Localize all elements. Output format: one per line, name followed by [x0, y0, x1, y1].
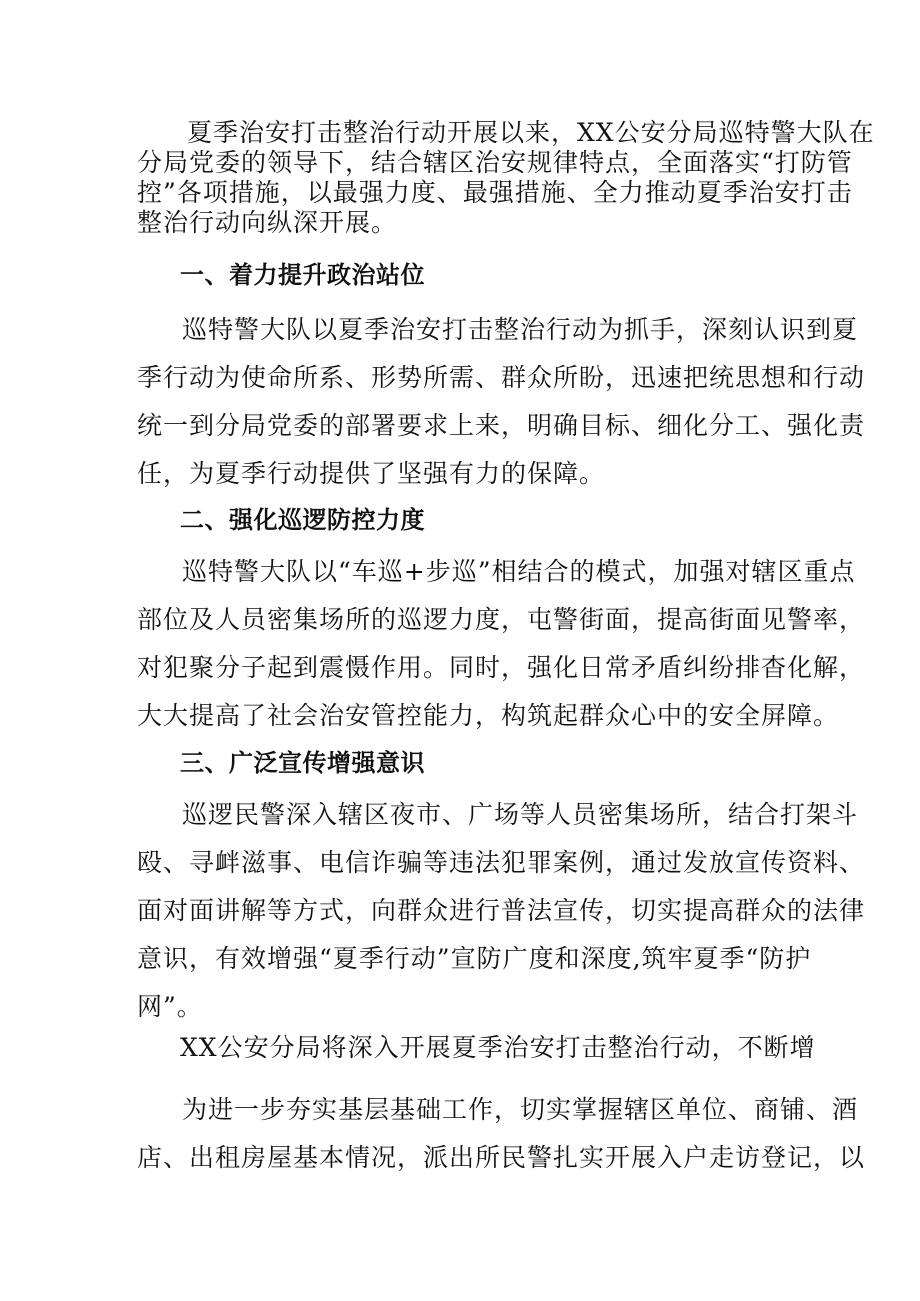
intro-line: 夏季治安打击整治行动开展以来，XX公安分局巡特警大队在 — [187, 118, 875, 147]
section-1-line: 统一到分局党委的部署要求上来，明确目标、细化分工、强化责 — [137, 411, 866, 440]
intro-paragraph — [137, 118, 875, 238]
section-1-paragraph — [137, 306, 866, 498]
closing-paragraph — [180, 1033, 840, 1063]
section-2-line: 大大提高了社会治安管控能力，构筑起群众心中的安全屏障。 — [137, 701, 840, 730]
section-heading-3: 三、广泛宣传增强意识 — [180, 749, 425, 777]
section-2-line: 部位及人员密集场所的巡逻力度，屯警街面，提高街面见警率， — [137, 605, 866, 634]
section-3-line: 巡逻民警深入辖区夜市、广场等人员密集场所，结合打架斗 — [182, 800, 859, 829]
section-1-line: 季行动为使命所系、形势所需、群众所盼，迅速把统思想和行动 — [137, 363, 866, 392]
extra-line: 店、出租房屋基本情况，派出所民警扎实开展入户走访登记，以 — [137, 1143, 866, 1172]
intro-line: 分局党委的领导下，结合辖区治安规律特点，全面落实“打防管 — [137, 148, 853, 177]
section-3-paragraph — [137, 791, 866, 1031]
section-3-line: 殴、寻衅滋事、电信诈骗等违法犯罪案例，通过发放宣传资料、 — [137, 848, 866, 877]
section-2-line: 巡特警大队以“车巡+步巡”相结合的模式，加强对辖区重点 — [182, 557, 856, 586]
section-2-paragraph — [137, 548, 866, 740]
section-3-line: 意识，有效增强“夏季行动”宣防广度和深度,筑牢夏季“防护 — [137, 944, 812, 973]
extra-paragraph — [137, 1086, 866, 1182]
intro-line: 控”各项措施，以最强力度、最强措施、全力推动夏季治安打击 — [137, 178, 853, 207]
extra-line: 为进一步夯实基层基础工作，切实掌握辖区单位、商铺、酒 — [182, 1095, 859, 1124]
section-heading-1: 一、着力提升政治站位 — [180, 261, 425, 289]
section-3-line: 面对面讲解等方式，向群众进行普法宣传，切实提高群众的法律 — [137, 896, 866, 925]
intro-line: 整治行动向纵深开展。 — [137, 208, 398, 237]
section-1-line: 巡特警大队以夏季治安打击整治行动为抓手，深刻认识到夏 — [182, 315, 859, 344]
section-heading-2: 二、强化巡逻防控力度 — [180, 506, 425, 534]
section-3-line: 网”。 — [137, 992, 203, 1021]
section-1-line: 任，为夏季行动提供了坚强有力的保障。 — [137, 459, 606, 488]
section-2-line: 对犯聚分子起到震慑作用。同时，强化日常矛盾纠纷排杳化解， — [137, 653, 866, 682]
closing-line: XX公安分局将深入开展夏季治安打击整治行动，不断增 — [180, 1033, 816, 1062]
